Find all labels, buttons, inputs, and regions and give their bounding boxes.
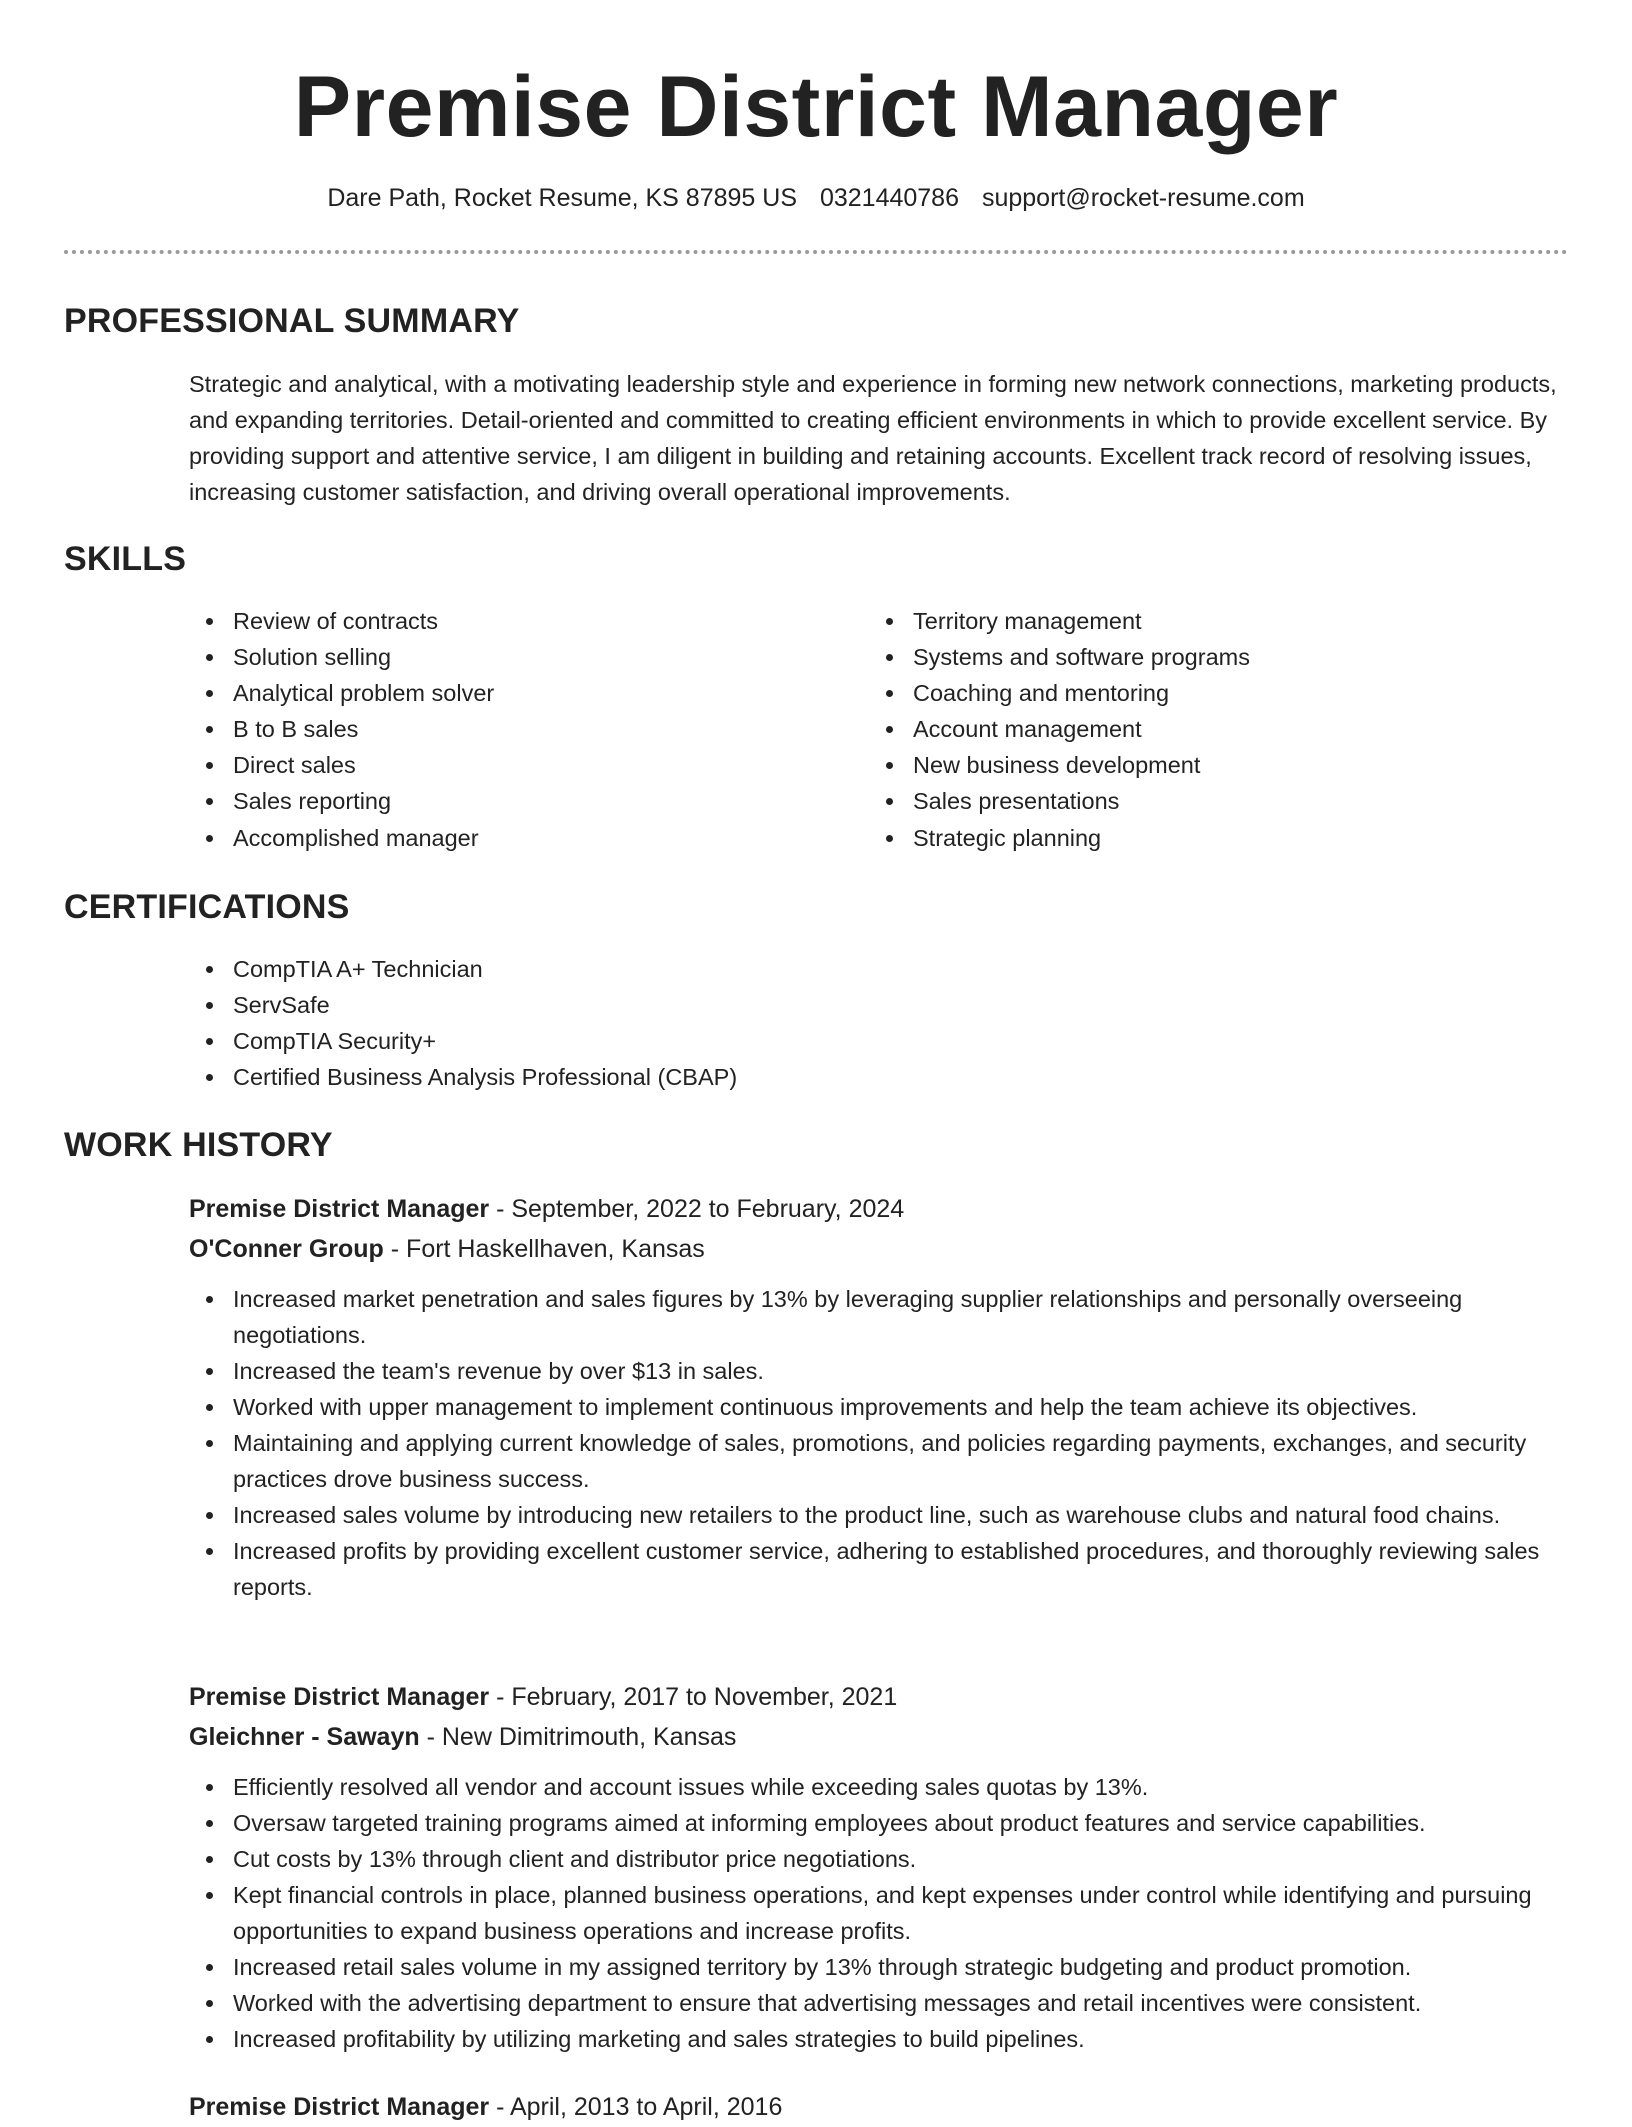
skill-item: Direct sales [189, 747, 829, 783]
skill-item: Coaching and mentoring [869, 675, 1569, 711]
skill-item: Review of contracts [189, 603, 829, 639]
job-bullet: Increased the team's revenue by over $13 in sales. [189, 1353, 1569, 1389]
skill-item: Territory management [869, 603, 1569, 639]
job-title-line [189, 1189, 1569, 1229]
skills-list-right [869, 603, 1569, 856]
job-bullet: Increased profits by providing excellent customer service, adhering to established procedures, and thoroughly reviewing sales reports. [189, 1533, 1569, 1605]
job-bullet: Oversaw targeted training programs aimed at informing employees about product features and service capabilities. [189, 1805, 1569, 1841]
certification-item: CompTIA A+ Technician [189, 951, 1189, 987]
job-bullets [189, 1769, 1569, 2057]
certification-item: Certified Business Analysis Professional (CBAP) [189, 1059, 1189, 1095]
job-title-line [189, 2087, 1569, 2127]
certification-item: CompTIA Security+ [189, 1023, 1189, 1059]
job-company: O'Conner Group [189, 1235, 384, 1263]
job-company: Gleichner - Sawayn [189, 1723, 420, 1751]
job-bullet: Increased sales volume by introducing new retailers to the product line, such as warehouse clubs and natural food chains. [189, 1497, 1569, 1533]
job-bullet: Cut costs by 13% through client and distributor price negotiations. [189, 1841, 1569, 1877]
job-location: - Fort Haskellhaven, Kansas [383, 1235, 705, 1263]
certifications-heading: CERTIFICATIONS [64, 888, 350, 926]
job-bullet: Efficiently resolved all vendor and account issues while exceeding sales quotas by 13%. [189, 1769, 1569, 1805]
skill-item: Sales presentations [869, 783, 1569, 819]
skills-list-left [189, 603, 829, 856]
job-entry [189, 1677, 1569, 2057]
skill-item: Strategic planning [869, 820, 1569, 856]
job-title: Premise District Manager [189, 2093, 490, 2121]
job-entry [189, 1189, 1569, 1605]
resume-name: Premise District Manager [293, 59, 1339, 155]
job-title-line [189, 1677, 1569, 1717]
skill-item: Systems and software programs [869, 639, 1569, 675]
job-bullets [189, 1281, 1569, 1605]
summary-heading: PROFESSIONAL SUMMARY [64, 302, 520, 340]
contact-email: support@rocket-resume.com [981, 184, 1305, 212]
job-bullet: Increased retail sales volume in my assigned territory by 13% through strategic budgeting and product promotion. [189, 1949, 1569, 1985]
header-divider [64, 250, 1568, 254]
certifications-list [189, 951, 1189, 1095]
job-company-line [189, 1717, 1569, 1757]
skill-item: Sales reporting [189, 783, 829, 819]
job-company-line [189, 1229, 1569, 1269]
job-bullet: Increased profitability by utilizing marketing and sales strategies to build pipelines. [189, 2021, 1569, 2057]
job-bullet: Worked with the advertising department to ensure that advertising messages and retail incentives were consistent. [189, 1985, 1569, 2021]
skill-item: Accomplished manager [189, 820, 829, 856]
job-dates: - February, 2017 to November, 2021 [489, 1683, 898, 1711]
skill-item: B to B sales [189, 711, 829, 747]
job-bullet: Maintaining and applying current knowledge of sales, promotions, and policies regarding payments, exchanges, and security practices drove business success. [189, 1425, 1569, 1497]
contact-address: Dare Path, Rocket Resume, KS 87895 US [327, 184, 797, 212]
contact-line [0, 180, 1632, 216]
skill-item: Solution selling [189, 639, 829, 675]
summary-text: Strategic and analytical, with a motivating leadership style and experience in forming new network connections, marketing products, and expanding territories. Detail-oriented and committed to creating efficient environments in which to provide excellent service. By providing support and attentive service, I am diligent in building and retaining accounts. Excellent track record of resolving issues, increasing customer satisfaction, and driving overall operational improvements. [189, 371, 1557, 505]
work-history-heading: WORK HISTORY [64, 1126, 333, 1164]
contact-phone: 0321440786 [819, 184, 959, 212]
job-bullet: Increased market penetration and sales figures by 13% by leveraging supplier relationships and personally overseeing negotiations. [189, 1281, 1569, 1353]
job-bullet: Kept financial controls in place, planned business operations, and kept expenses under control while identifying and pursuing opportunities to expand business operations and increase profits. [189, 1877, 1569, 1949]
job-dates: - September, 2022 to February, 2024 [489, 1195, 905, 1223]
job-entry [189, 2087, 1569, 2127]
job-location: - New Dimitrimouth, Kansas [419, 1723, 737, 1751]
skill-item: New business development [869, 747, 1569, 783]
skill-item: Analytical problem solver [189, 675, 829, 711]
skills-heading: SKILLS [64, 540, 187, 578]
job-bullet: Worked with upper management to implement continuous improvements and help the team achieve its objectives. [189, 1389, 1569, 1425]
job-title: Premise District Manager [189, 1195, 490, 1223]
job-title: Premise District Manager [189, 1683, 490, 1711]
skill-item: Account management [869, 711, 1569, 747]
job-dates: - April, 2013 to April, 2016 [489, 2093, 783, 2121]
certification-item: ServSafe [189, 987, 1189, 1023]
